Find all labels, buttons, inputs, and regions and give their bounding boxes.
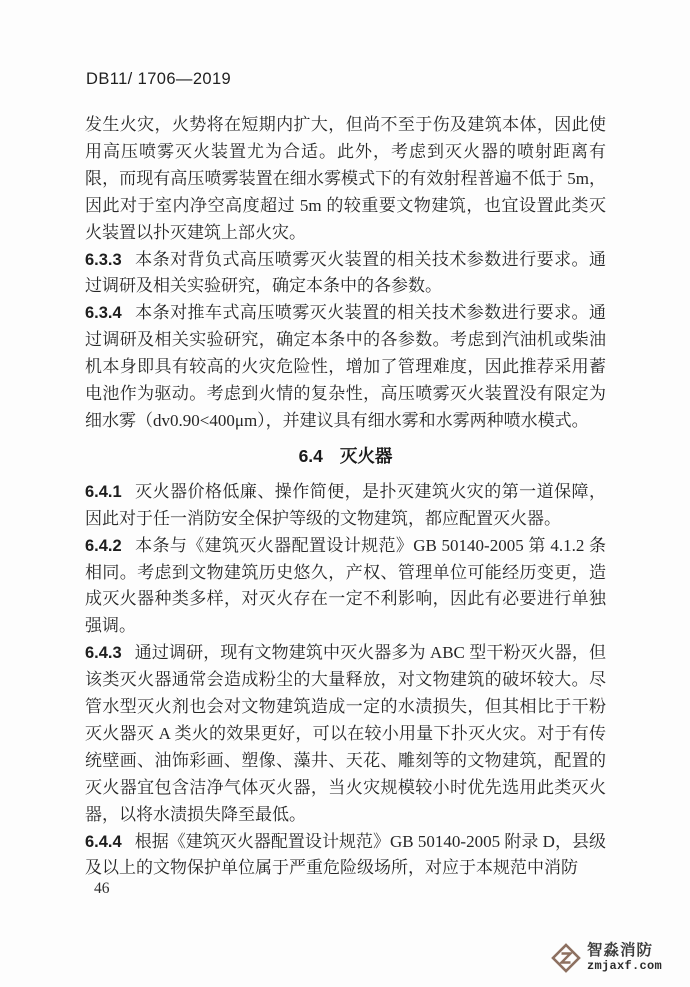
page-number: 46	[94, 880, 110, 897]
clause-number: 6.4.4	[85, 832, 122, 851]
clause-text: 本条对推车式高压喷雾灭火装置的相关技术参数进行要求。通过调研及相关实验研究，确定本条中的各参数。考虑到汽油机或柴油机本身即具有较高的火灾危险性，增加了管理难度，因此推荐采用蓄电池作为驱动。考虑到火情的复杂性，高压喷雾灭火装置没有限定为细水雾（dv0.90<400μm），并建议具有细水雾和水雾两种喷水模式。	[85, 303, 606, 430]
paragraph	[85, 300, 606, 435]
clause-text: 本条与《建筑灭火器配置设计规范》GB 50140-2005 第 4.1.2 条相同。考虑到文物建筑历史悠久，产权、管理单位可能经历变更，造成灭火器种类多样，对灭火存在一定不利影响，因此有必要进行单独强调。	[85, 535, 606, 636]
clause-text: 本条对背负式高压喷雾灭火装置的相关技术参数进行要求。通过调研及相关实验研究，确定本条中的各参数。	[85, 249, 606, 296]
clause-number: 6.4.2	[85, 536, 122, 555]
watermark	[550, 942, 662, 974]
document-code: DB11/ 1706—2019	[86, 70, 232, 88]
clause-number: 6.4.3	[85, 644, 122, 663]
clause-text: 根据《建筑灭火器配置设计规范》GB 50140-2005 附录 D，县级及以上的文物保护单位属于严重危险级场所，对应于本规范中消防	[85, 831, 606, 878]
watermark-website: zmjaxf.com	[586, 959, 662, 974]
section-title: 灭火器	[339, 445, 393, 466]
section-number: 6.4	[298, 445, 323, 466]
paragraph	[85, 247, 606, 301]
watermark-text	[587, 942, 662, 973]
clause-number: 6.3.4	[85, 304, 122, 323]
section-heading	[85, 443, 606, 470]
paragraph	[85, 640, 606, 828]
clause-text: 通过调研，现有文物建筑中灭火器多为 ABC 型干粉灭火器，但该类灭火器通常会造成粉尘的大量释放，对文物建筑的破坏较大。尽管水型灭火剂也会对文物建筑造成一定的水渍损失，但其相比于干粉灭火器灭 A 类火的效果更好，可以在较小用量下扑灭火灾。对于有传统壁画、油饰彩画、塑像、藻井、天花、雕刻等的文物建筑，配置的灭火器宜包含洁净气体灭火器，当火灾规模较小时优先选用此类灭火器，以将水渍损失降至最低。	[85, 643, 606, 824]
paragraph	[85, 533, 606, 641]
zhimiao-fire-logo-icon	[550, 942, 582, 974]
document-body	[85, 112, 606, 882]
paragraph	[85, 112, 606, 247]
watermark-brand-name: 智淼消防	[586, 942, 653, 960]
clause-text: 灭火器价格低廉、操作简便，是扑灭建筑火灾的第一道保障，因此对于任一消防安全保护等级的文物建筑，都应配置灭火器。	[85, 481, 606, 528]
clause-number: 6.3.3	[85, 250, 122, 269]
paragraph	[85, 479, 606, 533]
clause-text: 发生火灾，火势将在短期内扩大，但尚不至于伤及建筑本体，因此使用高压喷雾灭火装置尤为合适。此外，考虑到灭火器的喷射距离有限，而现有高压喷雾装置在细水雾模式下的有效射程普遍不低于 5m，因此对于室内净空高度超过 5m 的较重要文物建筑，也宜设置此类灭火装置以扑灭建筑上部火灾。	[85, 115, 606, 242]
clause-number: 6.4.1	[85, 482, 122, 501]
paragraph	[85, 829, 606, 883]
